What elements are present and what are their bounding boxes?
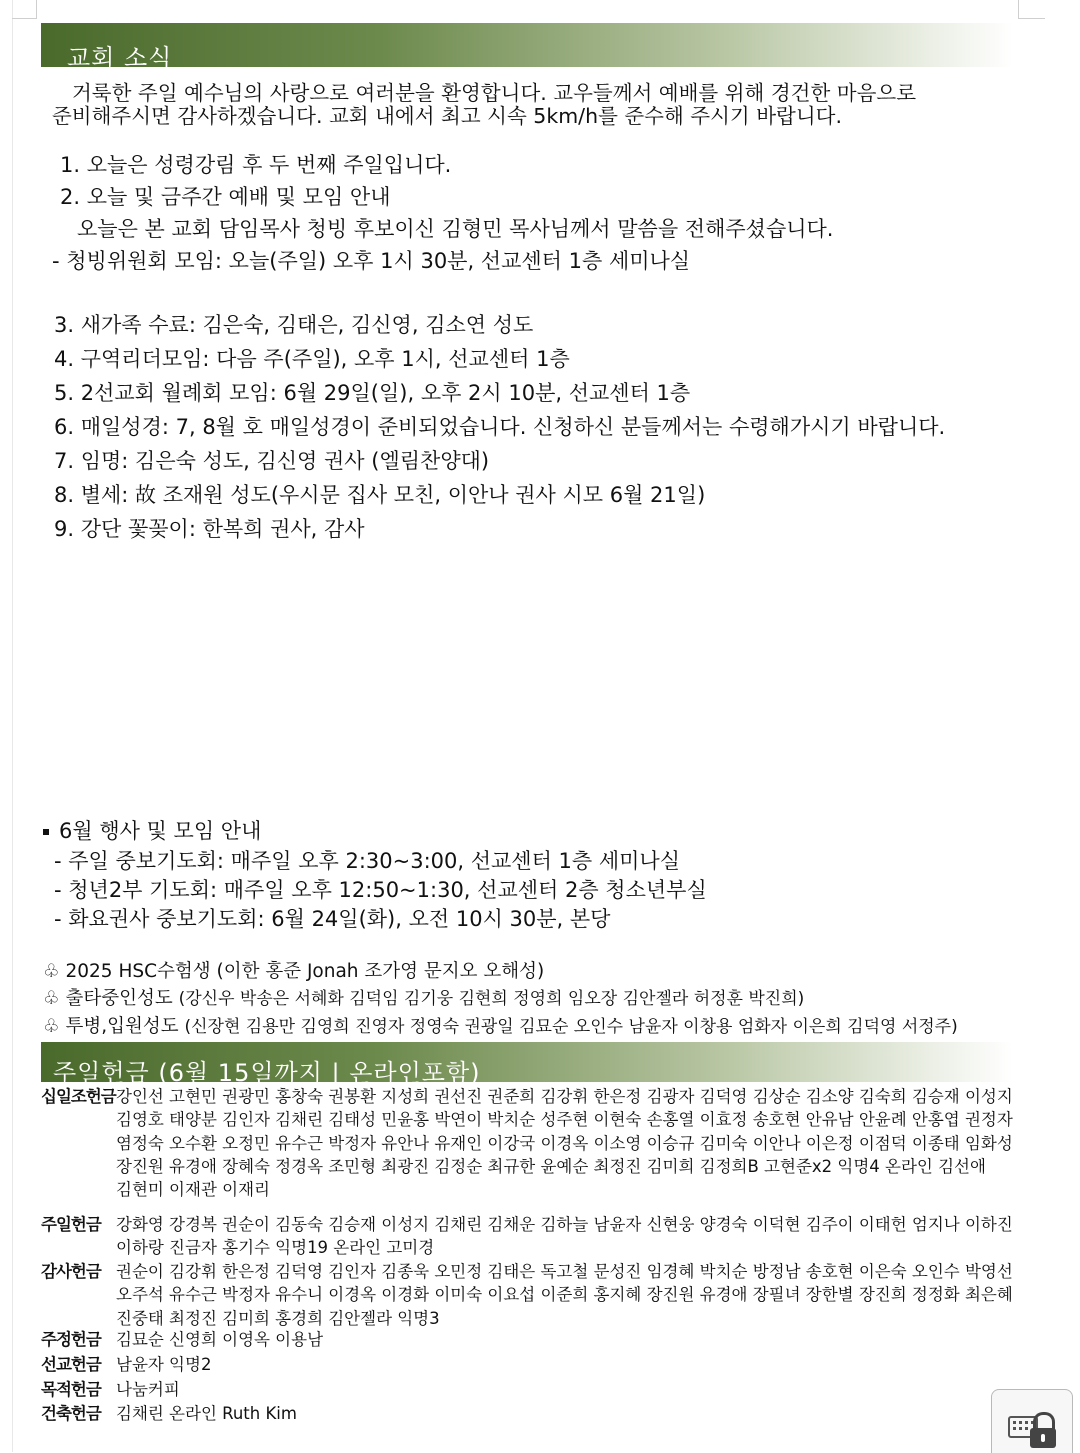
welcome-line-2: 준비해주시면 감사하겠습니다. 교회 내에서 최고 시속 5km/h를 준수해 주시기 바랍니다. bbox=[52, 104, 842, 128]
june-event-3: - 화요권사 중보기도회: 6월 24일(화), 오전 10시 30분, 본당 bbox=[54, 907, 611, 931]
offering-names bbox=[116, 1260, 1021, 1330]
prayer-travel bbox=[43, 987, 804, 1011]
offerings-title: 주일헌금 (6월 15일까지 | 온라인포함) bbox=[53, 1059, 481, 1087]
offering-label: 감사헌금 bbox=[41, 1262, 101, 1281]
offering-names-line: 강인선 고현민 권광민 홍창숙 권봉환 지성희 권선진 권준희 김강휘 한은정 김광자 김덕영 김상순 김소양 김숙희 김승재 이성지 bbox=[116, 1087, 1013, 1106]
offering-names-line: 김영호 태양분 김인자 김채린 김태성 민윤홍 박연이 박치순 성주현 이현숙 손홍열 이효정 송호현 안유남 안윤례 안홍엽 권정자 bbox=[116, 1110, 1013, 1130]
offering-names: 김묘순 신영희 이영옥 이용남 bbox=[116, 1330, 324, 1349]
prayer-hsc-text: 2025 HSC수험생 (이한 홍준 Jonah 조가영 문지오 오해성) bbox=[65, 961, 545, 982]
offering-names-line: 오주석 유수근 박정자 유수니 이경옥 이경화 이미숙 이요섭 이준희 홍지혜 장진원 유경애 장필녀 장한별 장진희 정정화 최은혜 bbox=[116, 1285, 1013, 1305]
offering-names bbox=[116, 1213, 1021, 1260]
prayer-travel-names: (강신우 박송은 서혜화 김덕임 김기웅 김현희 정영희 임오장 김안젤라 허정훈 박진희) bbox=[178, 989, 805, 1009]
offering-label: 십일조헌금 bbox=[41, 1087, 116, 1106]
lock-keyhole bbox=[1041, 1434, 1045, 1442]
offering-label: 주정헌금 bbox=[41, 1330, 101, 1349]
news-item-7: 7. 임명: 김은숙 성도, 김신영 권사 (엘림찬양대) bbox=[54, 449, 490, 473]
church-news-title: 교회 소식 bbox=[67, 44, 173, 72]
offering-label: 건축헌금 bbox=[41, 1404, 101, 1423]
church-news-banner bbox=[41, 23, 1013, 72]
offering-names-line: 장진원 유경애 장혜숙 정경옥 조민형 최광진 김정순 최규한 윤예순 최정진 김미희 김정희B 고현준x2 익명4 온라인 김선애 bbox=[116, 1156, 986, 1176]
prayer-sick-label: 투병,입원성도 bbox=[65, 1016, 179, 1037]
june-event-1: - 주일 중보기도회: 매주일 오후 2:30~3:00, 선교센터 1층 세미나실 bbox=[54, 849, 681, 873]
square-bullet-icon bbox=[43, 829, 49, 835]
offering-names: 남윤자 익명2 bbox=[116, 1355, 212, 1374]
offering-names-line: 이하랑 진금자 홍기수 익명19 온라인 고미경 bbox=[116, 1238, 435, 1258]
news-item-1: 1. 오늘은 성령강림 후 두 번째 주일입니다. bbox=[60, 153, 452, 177]
offering-row-construction bbox=[41, 1402, 1021, 1425]
offering-label: 주일헌금 bbox=[41, 1215, 101, 1234]
club-icon: ♧ bbox=[43, 961, 60, 982]
offering-names bbox=[116, 1085, 1021, 1201]
prayer-sick-names: (신장현 김용만 김영희 진영자 정영숙 권광일 김묘순 오인수 남윤자 이창용 엄화자 이은희 김덕영 서정주) bbox=[184, 1017, 958, 1037]
offering-row-tithe bbox=[41, 1085, 1021, 1201]
club-icon: ♧ bbox=[43, 988, 60, 1009]
keyboard-lock-button[interactable] bbox=[991, 1389, 1073, 1453]
offering-names-line: 권순이 김강휘 한은정 김덕영 김인자 김종욱 오민정 김태은 독고철 문성진 임경혜 박치순 방정남 송호현 이은숙 오인수 박영선 bbox=[116, 1262, 1013, 1281]
offering-names-line: 강화영 강경복 권순이 김동숙 김승재 이성지 김채린 김채운 김하늘 남윤자 신현웅 양경숙 이덕현 김주이 이태헌 엄지나 이하진 bbox=[116, 1215, 1013, 1234]
page-corner-marker-left bbox=[12, 0, 37, 19]
june-events-heading bbox=[43, 818, 261, 844]
prayer-hsc bbox=[43, 960, 544, 984]
news-item-6: 6. 매일성경: 7, 8월 호 매일성경이 준비되었습니다. 신청하신 분들께서는 수령해가시기 바랍니다. bbox=[54, 415, 946, 439]
news-item-8: 8. 별세: 故 조재원 성도(우시문 집사 모친, 이안나 권사 시모 6월 21일) bbox=[54, 483, 706, 507]
offering-names-line: 진중태 최정진 김미희 홍경희 김안젤라 익명3 bbox=[116, 1308, 440, 1328]
offerings-banner bbox=[41, 1042, 1013, 1087]
offering-label: 선교헌금 bbox=[41, 1355, 101, 1374]
page-gutter bbox=[12, 0, 13, 1452]
news-item-5: 5. 2선교회 월례회 모임: 6월 29일(일), 오후 2시 10분, 선교센터 1층 bbox=[54, 381, 691, 405]
news-item-3: 3. 새가족 수료: 김은숙, 김태은, 김신영, 김소연 성도 bbox=[54, 313, 534, 337]
offering-label: 목적헌금 bbox=[41, 1380, 101, 1399]
offering-row-purpose bbox=[41, 1378, 1021, 1401]
offering-names-line: 김현미 이재관 이재리 bbox=[116, 1180, 270, 1200]
news-item-2-detail: 오늘은 본 교회 담임목사 청빙 후보이신 김형민 목사님께서 말씀을 전해주셨습니다. bbox=[77, 217, 834, 241]
offering-names: 나눔커피 bbox=[116, 1380, 180, 1399]
offering-names-line: 염정숙 오수환 오정민 유수근 박정자 유안나 유재인 이강국 이경옥 이소영 이승규 김미숙 이안나 이은정 이점덕 이종태 임화성 bbox=[116, 1133, 1013, 1153]
news-item-2-committee: - 청빙위원회 모임: 오늘(주일) 오후 1시 30분, 선교센터 1층 세미나실 bbox=[52, 249, 691, 273]
june-event-2: - 청년2부 기도회: 매주일 오후 12:50~1:30, 선교센터 2층 청소년부실 bbox=[54, 878, 707, 902]
offering-row-thanks bbox=[41, 1260, 1021, 1330]
offering-row-mission bbox=[41, 1353, 1021, 1376]
news-item-9: 9. 강단 꽃꽂이: 한복희 권사, 감사 bbox=[54, 517, 365, 541]
offering-names: 김채린 온라인 Ruth Kim bbox=[116, 1404, 297, 1423]
page-corner-marker-right bbox=[1018, 0, 1045, 19]
prayer-travel-label: 출타중인성도 bbox=[65, 988, 173, 1009]
news-item-2: 2. 오늘 및 금주간 예배 및 모임 안내 bbox=[60, 185, 391, 209]
welcome-line-1: 거룩한 주일 예수님의 사랑으로 여러분을 환영합니다. 교우들께서 예배를 위해 경건한 마음으로 bbox=[72, 81, 916, 105]
offering-row-building-plan bbox=[41, 1328, 1021, 1351]
june-events-title: 6월 행사 및 모임 안내 bbox=[59, 819, 262, 843]
welcome-paragraph bbox=[52, 82, 1018, 128]
news-item-4: 4. 구역리더모임: 다음 주(주일), 오후 1시, 선교센터 1층 bbox=[54, 347, 570, 371]
club-icon: ♧ bbox=[43, 1016, 60, 1037]
offering-row-sunday bbox=[41, 1213, 1021, 1260]
prayer-sick bbox=[43, 1015, 958, 1039]
